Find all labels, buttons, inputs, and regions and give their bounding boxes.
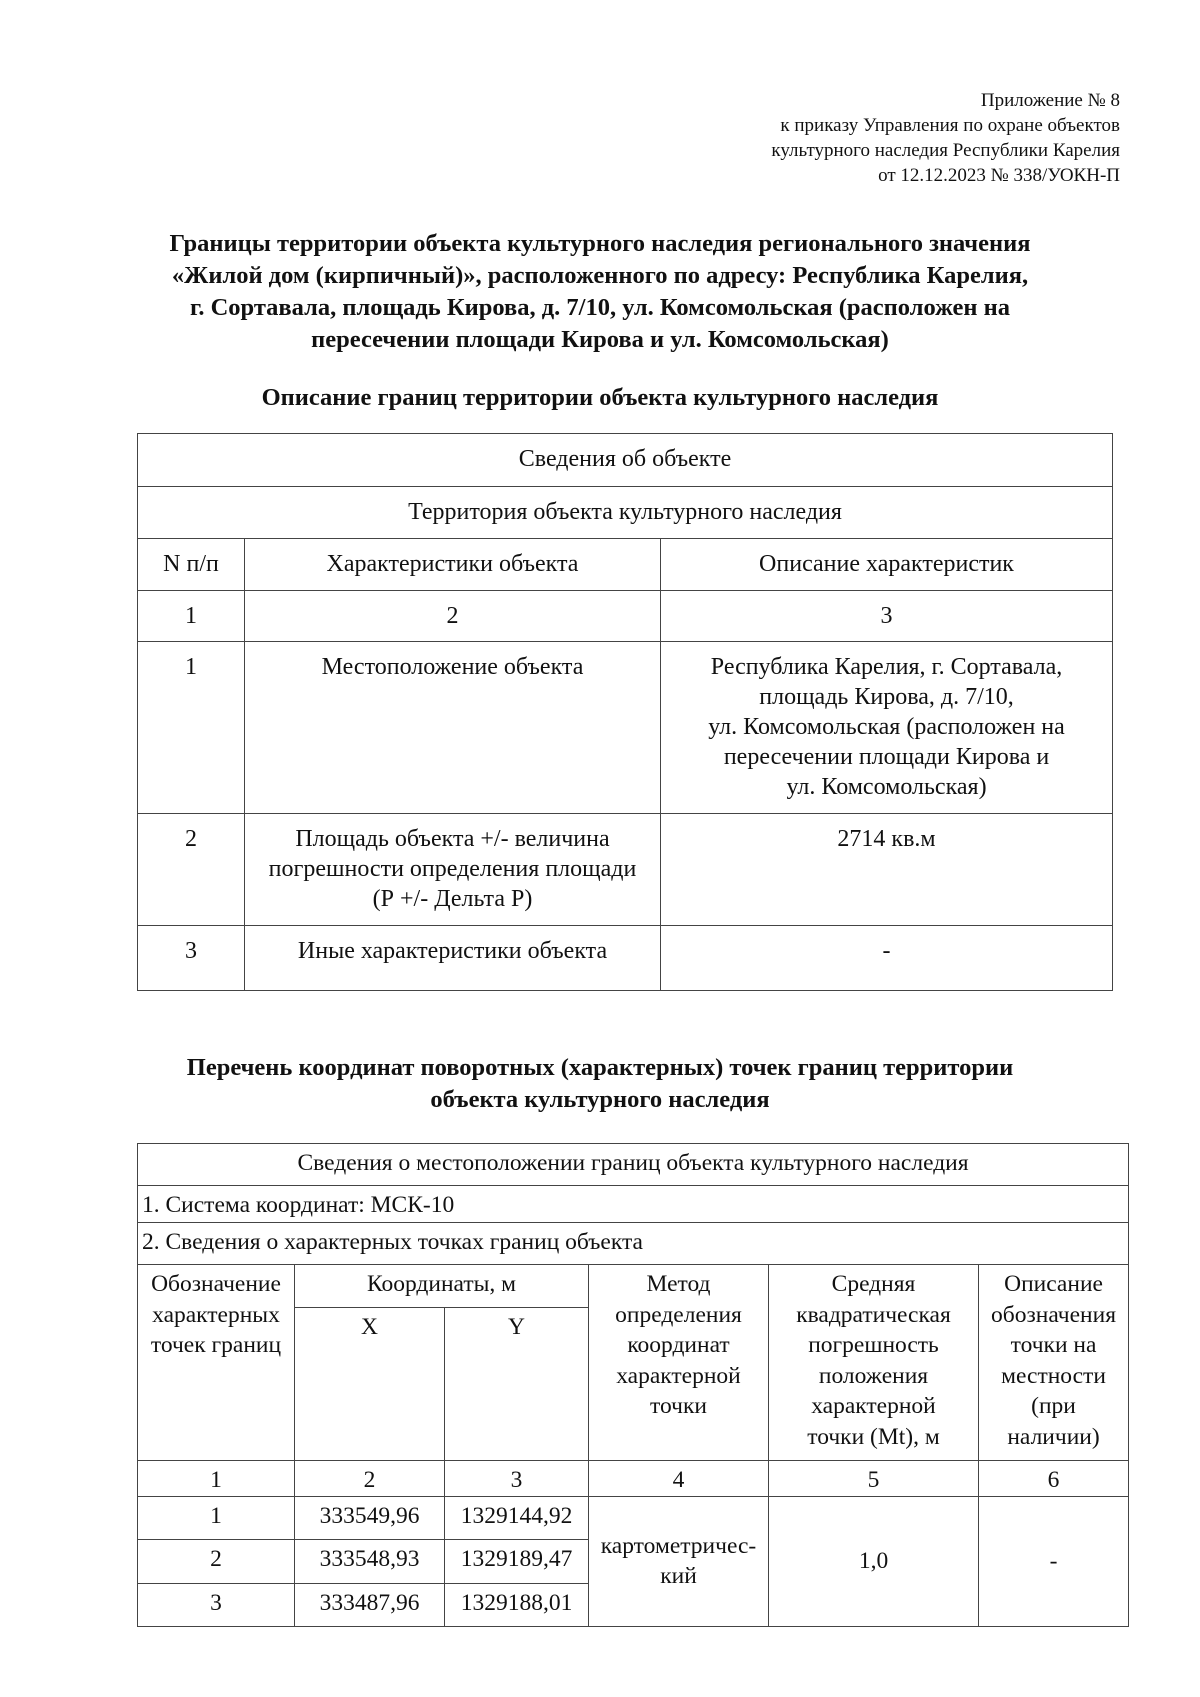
point-x: 333549,96 [295,1496,445,1539]
column-number: 1 [138,591,245,642]
row-name [245,642,661,814]
text-line: точки на [1010,1332,1097,1358]
section2-heading [140,1052,1060,1116]
text-line: наличии) [1007,1423,1100,1450]
text-line: погрешность [808,1332,939,1358]
header-method [589,1265,769,1461]
text-line: площадь Кирова, д. 7/10, [759,684,1014,710]
text-line: точек границ [150,1332,282,1358]
text-line: (при [1031,1393,1076,1419]
point-description-value: - [979,1496,1129,1626]
text-line: обозначения [991,1301,1117,1328]
header-point-description [979,1265,1129,1461]
coordinate-system: 1. Система координат: МСК-10 [138,1186,1129,1223]
row-number: 1 [138,642,245,814]
text-line: положения [818,1362,929,1389]
text-line: местности [1001,1362,1106,1389]
coordinates-table [137,1143,1129,1627]
text-line: картометричес- [600,1532,757,1559]
point-y: 1329144,92 [445,1496,589,1539]
header-x: X [295,1308,445,1461]
table-row [138,814,1113,926]
text-line: Обозначение [151,1271,281,1297]
point-y: 1329188,01 [445,1583,589,1626]
column-number: 5 [769,1461,979,1497]
text-line: точки [650,1393,707,1419]
point-x: 333548,93 [295,1539,445,1583]
error-value: 1,0 [769,1496,979,1626]
text-line: Иные характеристики объекта [297,938,608,964]
header-error [769,1265,979,1461]
column-number: 4 [589,1461,769,1497]
row-description [661,926,1113,991]
text-line: определения [615,1301,742,1328]
row-number: 2 [138,814,245,926]
annex-authority-line: культурного наследия Республики Карелия [771,140,1120,161]
text-line: - [882,938,891,964]
text-line: квадратическая [796,1301,951,1328]
table-subcaption: Территория объекта культурного наследия [138,487,1113,539]
header-characteristics: Характеристики объекта [245,539,661,591]
column-number: 2 [295,1461,445,1497]
column-number: 1 [138,1461,295,1497]
object-info-table [137,433,1113,991]
text-line: координат [627,1332,730,1358]
document-title [140,228,1060,356]
column-number: 6 [979,1461,1129,1497]
header-description: Описание характеристик [661,539,1113,591]
section-heading-text: объекта культурного наследия [430,1086,770,1113]
text-line: ул. Комсомольская) [786,774,987,800]
column-number: 3 [661,591,1113,642]
section1-heading [140,382,1060,414]
row-name [245,814,661,926]
text-line: Местоположение объекта [321,654,584,680]
annex-number: Приложение № 8 [980,90,1120,111]
title-line: г. Сортавала, площадь Кирова, д. 7/10, ул. Комсомольская (расположен на [189,294,1011,321]
header-coordinates: Координаты, м [295,1265,589,1308]
table-row [138,642,1113,814]
text-line: характерной [811,1393,936,1419]
text-line: характерной [616,1362,741,1389]
text-line: Средняя [831,1271,916,1297]
point-x: 333487,96 [295,1583,445,1626]
text-line: точки (Mt), м [807,1423,940,1450]
table-caption: Сведения о местоположении границ объекта культурного наследия [138,1144,1129,1186]
text-line: кий [660,1563,697,1589]
point-id: 3 [138,1583,295,1626]
text-line: 2714 кв.м [837,826,936,852]
point-id: 2 [138,1539,295,1583]
text-line: (Р +/- Дельта Р) [372,886,533,912]
table-row [138,926,1113,991]
annex-header [771,88,1120,188]
section-heading-text: Перечень координат поворотных (характерных) точек границ территории [186,1054,1014,1081]
text-line: характерных [152,1301,280,1328]
text-line: Площадь объекта +/- величина [295,826,610,852]
text-line: пересечении площади Кирова и [723,744,1050,770]
column-number: 2 [245,591,661,642]
text-line: Описание [1004,1271,1103,1297]
text-line: Метод [646,1271,711,1297]
table-caption: Сведения об объекте [138,434,1113,487]
row-number: 3 [138,926,245,991]
header-designation [138,1265,295,1461]
annex-order-line: к приказу Управления по охране объектов [780,115,1120,136]
text-line: Республика Карелия, г. Сортавала, [710,654,1063,680]
point-y: 1329189,47 [445,1539,589,1583]
row-name [245,926,661,991]
column-number: 3 [445,1461,589,1497]
title-line: «Жилой дом (кирпичный)», расположенного по адресу: Республика Карелия, [171,262,1029,289]
text-line: ул. Комсомольская (расположен на [708,714,1065,740]
row-description [661,642,1113,814]
row-description [661,814,1113,926]
header-y: Y [445,1308,589,1461]
method-value [589,1496,769,1626]
title-line: Границы территории объекта культурного наследия регионального значения [169,230,1031,257]
annex-date-line: от 12.12.2023 № 338/УОКН-П [878,165,1120,186]
title-line: пересечении площади Кирова и ул. Комсомольская) [311,326,889,353]
header-number: N п/п [138,539,245,591]
points-info: 2. Сведения о характерных точках границ объекта [138,1223,1129,1265]
text-line: погрешности определения площади [268,856,637,882]
point-id: 1 [138,1496,295,1539]
table-row [138,1496,1129,1539]
section-heading-text: Описание границ территории объекта культурного наследия [261,384,939,411]
